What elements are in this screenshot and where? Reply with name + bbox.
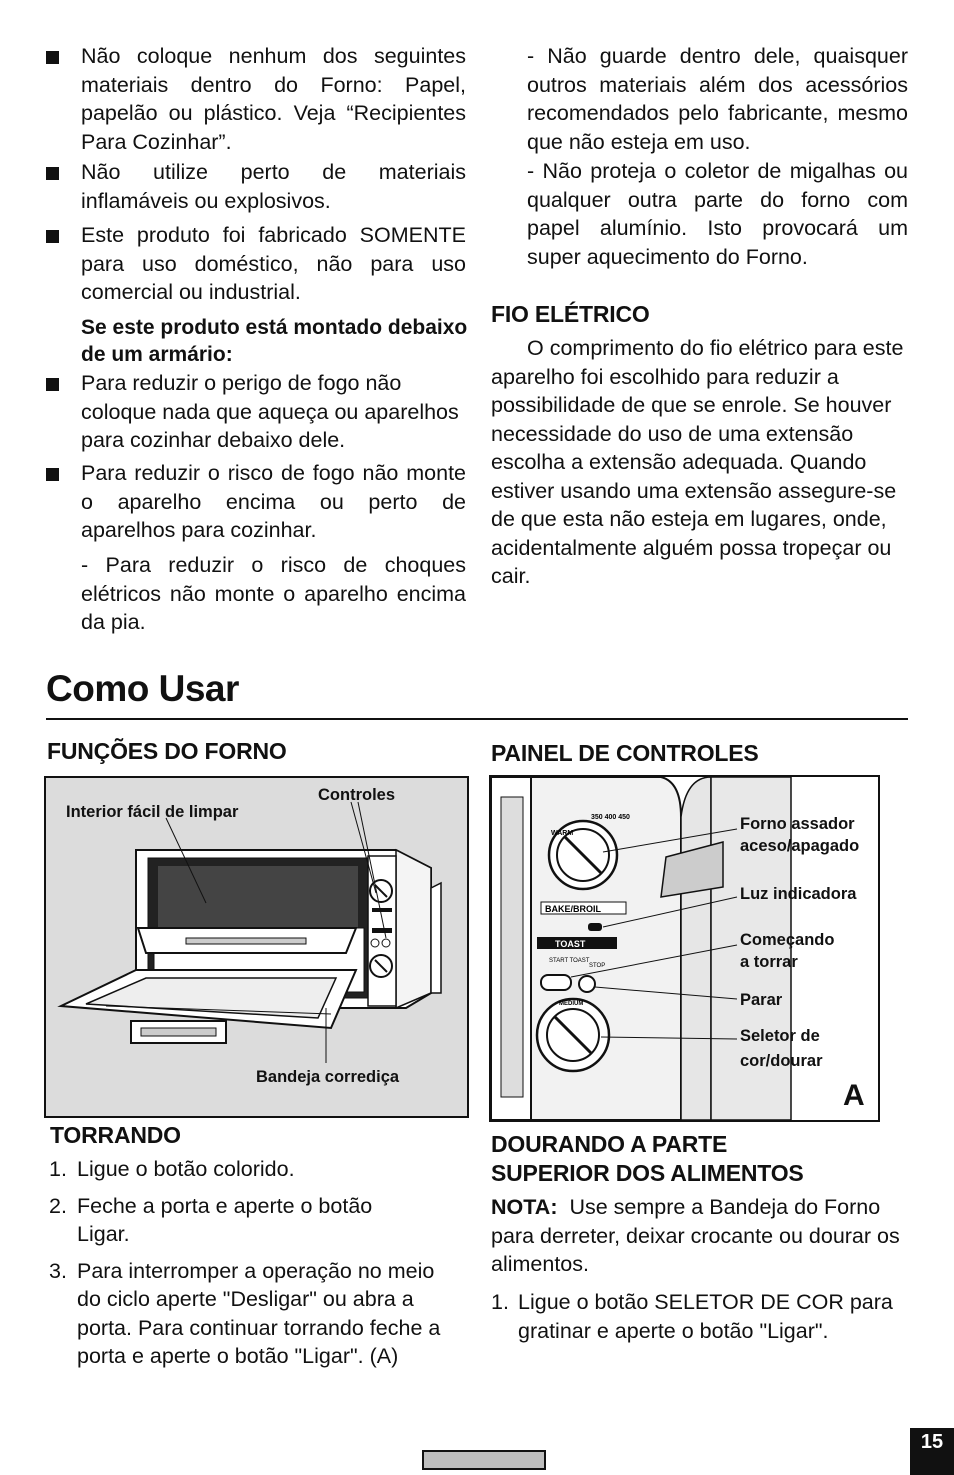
section-title: Como Usar bbox=[46, 668, 239, 709]
interior-label: Interior fácil de limpar bbox=[66, 803, 239, 821]
functions-heading: FUNÇÕES DO FORNO bbox=[47, 738, 287, 764]
bake-broil-text: BAKE/BROIL bbox=[545, 904, 601, 914]
selector-label-line2: cor/dourar bbox=[740, 1052, 823, 1070]
step-number: 1. bbox=[491, 1290, 509, 1314]
svg-text:WARM: WARM bbox=[551, 830, 574, 837]
bullet-item bbox=[46, 42, 466, 158]
figure-letter: A bbox=[843, 1079, 865, 1112]
note-label: NOTA: bbox=[491, 1195, 558, 1219]
bullet-item bbox=[46, 459, 466, 547]
bullet-square-icon bbox=[46, 167, 59, 180]
broiler-label-line2: aceso/apagado bbox=[740, 837, 860, 855]
browning-steps bbox=[491, 1288, 911, 1345]
bullet-text: Para reduzir o risco de fogo não monte o aparelho encima ou perto de aparelhos para cozinhar. bbox=[81, 461, 466, 542]
bullet-text: Para reduzir o perigo de fogo não coloque nada que aqueça ou aparelhos para cozinhar debaixo dele. bbox=[81, 371, 459, 452]
panel-heading: PAINEL DE CONTROLES bbox=[491, 740, 759, 766]
bullet-item bbox=[46, 221, 466, 309]
dash-note: - Não proteja o coletor de migalhas ou qualquer outra parte do forno com papel alumínio. Isto provocará um super aquecimento do Forno. bbox=[527, 159, 908, 269]
panel-illustration bbox=[489, 775, 880, 1122]
bullet-text: Este produto foi fabricado SOMENTE para uso doméstico, não para uso comercial ou industrial. bbox=[81, 223, 466, 304]
bullet-text: Não utilize perto de materiais inflamáveis ou explosivos. bbox=[81, 160, 466, 213]
bullet-text: Não coloque nenhum dos seguintes materiais dentro do Forno: Papel, papelão ou plástico. Veja “Recipientes Para Cozinhar”. bbox=[81, 44, 466, 154]
list-item bbox=[49, 1257, 464, 1371]
bullet-square-icon bbox=[46, 468, 59, 481]
list-item bbox=[49, 1155, 464, 1184]
step-text: Ligue o botão colorido. bbox=[77, 1157, 295, 1181]
bullet-square-icon bbox=[46, 51, 59, 64]
step-text: Para interromper a operação no meio do ciclo aperte "Desligar" ou abra a porta. Para continuar torrando feche a porta e aperte o botão "Ligar". (A) bbox=[77, 1258, 441, 1368]
selector-label-line1: Seletor de bbox=[740, 1027, 820, 1045]
medium-text: MEDIUM bbox=[559, 1001, 584, 1007]
note-text: Use sempre a Bandeja do Forno para derreter, deixar crocante ou dourar os alimentos. bbox=[491, 1195, 900, 1276]
step-text: Ligue o botão SELETOR DE COR para gratinar e aperte o botão "Ligar". bbox=[518, 1290, 893, 1343]
indicator-label: Luz indicadora bbox=[740, 885, 857, 903]
page-number-text: 15 bbox=[920, 1431, 944, 1453]
tray-label: Bandeja corrediça bbox=[256, 1068, 400, 1086]
controls-label: Controles bbox=[318, 786, 396, 804]
step-text: Feche a porta e aperte o botão Ligar. bbox=[77, 1193, 373, 1246]
cord-text: O comprimento do fio elétrico para este aparelho foi escolhido para reduzir a possibilidade de que se enrole. Se houver necessidade do uso de uma extensão escolha a extensão adequada. Quando estiver usando uma extensão assegure-se de que esta não esteja em lugares, onde, acidentalmente alguém possa tropeçar ou cair. bbox=[491, 336, 904, 588]
toaster-oven-drawing bbox=[46, 778, 467, 1116]
start-label-line2: a torrar bbox=[740, 953, 798, 971]
toasting-heading: TORRANDO bbox=[50, 1122, 181, 1148]
broiler-label-line1: Forno assador bbox=[740, 815, 855, 833]
cabinet-heading: Se este produto está montado debaixo de um armário: bbox=[81, 316, 468, 366]
start-toast-text: START TOAST bbox=[549, 958, 590, 964]
step-number: 1. bbox=[49, 1157, 67, 1181]
page-number bbox=[910, 1428, 954, 1475]
dash-note: - Para reduzir o risco de choques elétricos não monte o aparelho encima da pia. bbox=[81, 553, 466, 634]
step-number: 3. bbox=[49, 1258, 67, 1283]
browning-heading-line1: DOURANDO A PARTE bbox=[491, 1131, 728, 1157]
browning-heading-line2: SUPERIOR DOS ALIMENTOS bbox=[491, 1160, 804, 1186]
footer-box bbox=[422, 1450, 546, 1470]
list-item bbox=[49, 1192, 464, 1249]
cord-heading: FIO ELÉTRICO bbox=[491, 301, 650, 327]
list-item bbox=[491, 1288, 911, 1345]
browning-note bbox=[491, 1193, 911, 1279]
svg-text:350 400 450: 350 400 450 bbox=[591, 814, 630, 821]
bullet-item bbox=[46, 369, 466, 457]
oven-illustration bbox=[44, 776, 469, 1118]
bullet-square-icon bbox=[46, 230, 59, 243]
dash-note: - Não guarde dentro dele, quaisquer outros materiais além dos acessórios recomendados pelo fabricante, mesmo que não esteja em uso. bbox=[527, 44, 908, 154]
toast-text: TOAST bbox=[555, 939, 586, 949]
title-rule bbox=[46, 718, 908, 720]
step-number: 2. bbox=[49, 1193, 67, 1218]
toasting-steps bbox=[49, 1155, 464, 1371]
stop-text: STOP bbox=[589, 963, 606, 969]
bullet-item bbox=[46, 158, 466, 218]
stop-label: Parar bbox=[740, 991, 783, 1009]
start-label-line1: Começando bbox=[740, 931, 835, 949]
bullet-square-icon bbox=[46, 378, 59, 391]
